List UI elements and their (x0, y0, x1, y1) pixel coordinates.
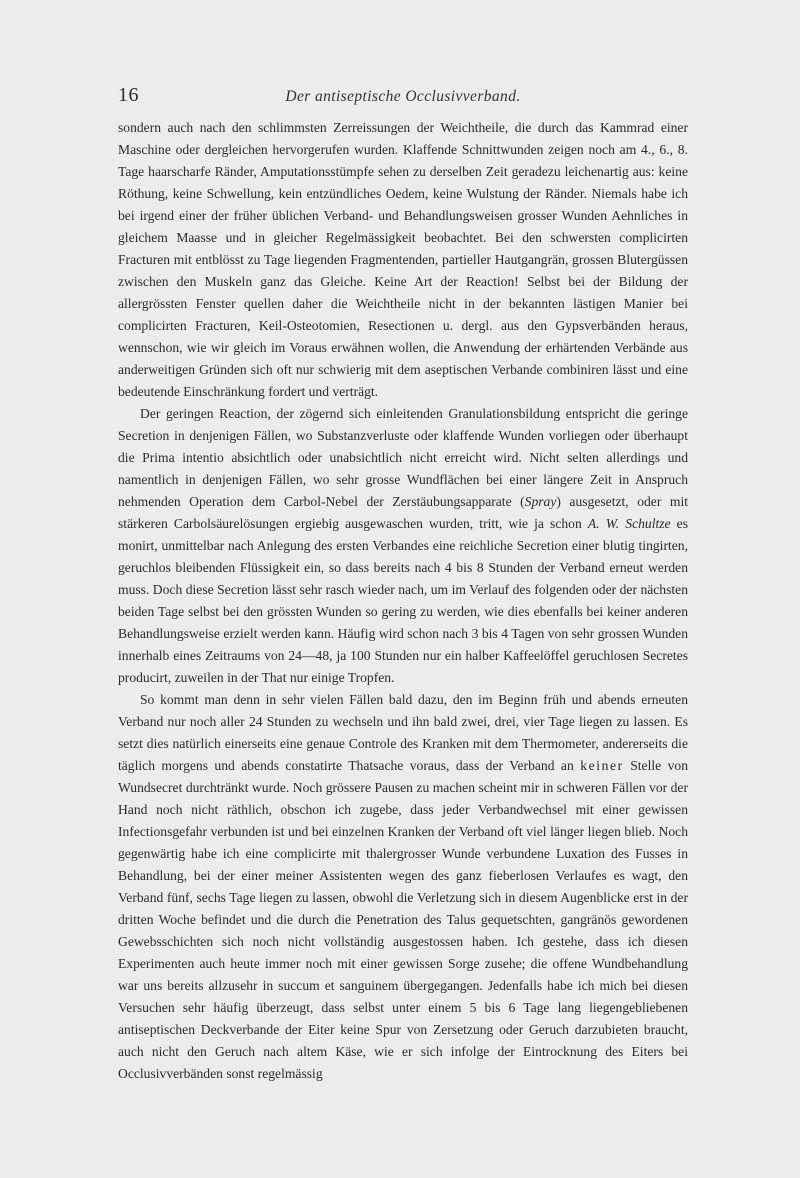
running-head: Der antiseptische Occlusivverband. (285, 88, 521, 105)
paragraph-2 (118, 403, 688, 689)
page-number: 16 (118, 84, 139, 106)
paragraph-2-text-b: ) ausgesetzt, oder mit stärkeren Carbolsäurelösungen ergiebig ausgewaschen wurden, tritt, wie ja schon (118, 494, 688, 531)
paragraph-3-text-b: Stelle von Wundsecret durchtränkt wurde. Noch grössere Pausen zu machen scheint mir in schweren Fällen vor der Hand noch nicht räthlich, obschon ich zugebe, dass jeder Verbandwechsel mit einer gewissen Infectionsgefahr verbunden ist und bei einzelnen Kranken der Verband oft viel länger liegen blieb. Noch gegenwärtig habe ich eine complicirte mit thalergrosser Wunde verbundene Luxation des Fusses in Behandlung, bei der einer meiner Assistenten wegen des ganz fieberlosen Verlaufes es wagt, den Verband fünf, sechs Tage liegen zu lassen, obwohl die Verletzung sich in diesem Augenblicke erst in der dritten Woche befindet und die durch die Penetration des Talus gequetschten, gangränös gewordenen Gewebsschichten sich noch nicht vollständig ausgestossen haben. Ich gestehe, dass ich diesen Experimenten auch heute immer noch mit einer gewissen Sorge zusehe; die offene Wundbehandlung war uns bereits allzusehr in succum et sanguinem übergegangen. Jedenfalls habe ich mich bei diesen Versuchen sehr häufig überzeugt, dass selbst unter einem 5 bis 6 Tage lang liegengebliebenen antiseptischen Deckverbande der Eiter keine Spur von Zersetzung oder Geruch darzubieten braucht, auch nicht den Geruch nach altem Käse, wie er sich infolge der Eintrocknung des Eiters bei Occlusivverbänden sonst regelmässig (118, 758, 688, 1081)
emphasized-word: keiner (580, 758, 624, 773)
body-text (118, 117, 688, 1162)
paragraph-1 (118, 117, 688, 403)
paragraph-2-text-c: es monirt, unmittelbar nach Anlegung des ersten Verbandes eine reichliche Secretion einer blutig tingirten, geruchlos bleibenden Flüssigkeit ein, so dass bereits nach 4 bis 8 Stunden der Verband erneut werden muss. Doch diese Secretion lässt sehr rasch wieder nach, um im Verlauf des folgenden oder der nächsten beiden Tage selbst bei den grössten Wunden so gering zu werden, wie dies ebenfalls bei keiner anderen Behandlungsweise erzielt werden kann. Häufig wird schon nach 3 bis 4 Tagen von sehr grossen Wunden innerhalb eines Zeitraums von 24—48, ja 100 Stunden nur ein halber Kaffeelöffel geruchlosen Secretes producirt, zuweilen in der That nur einige Tropfen. (118, 516, 689, 685)
paragraph-2-text-a: Der geringen Reaction, der zögernd sich einleitenden Granulationsbildung entspricht die geringe Secretion in denjenigen Fällen, wo Substanzverluste oder klaffende Wunden vorliegen oder überhaupt die Prima intentio absichtlich oder unabsichtlich nicht erreicht wird. Nicht selten allerdings und namentlich in denjenigen Fällen, wo sehr grosse Wundflächen bei einer längere Zeit in Anspruch nehmenden Operation dem Carbol-Nebel der Zerstäubungsapparate ( (118, 406, 688, 509)
paragraph-1-text: sondern auch nach den schlimmsten Zerreissungen der Weichtheile, die durch das Kammrad einer Maschine oder dergleichen hervorgerufen wurden. Klaffende Schnittwunden zeigen noch am 4., 6., 8. Tage haarscharfe Ränder, Amputationsstümpfe sehen zu derselben Zeit geradezu leichenartig aus: keine Röthung, keine Schwellung, kein entzündliches Oedem, keine Wulstung der Ränder. Niemals habe ich bei irgend einer der früher üblichen Verband- und Behandlungsweisen grosser Wunden Aehnliches in gleichem Maasse und in gleicher Regelmässigkeit beobachtet. Bei den schwersten complicirten Fracturen mit entblösst zu Tage liegenden Fragmentenden, partieller Hautgangrän, grossen Blutergüssen zwischen den Muskeln ganz das Gleiche. Keine Art der Reaction! Selbst bei der Bildung der allergrössten Fenster quellen daher die Weichtheile nicht in der bekannten lästigen Manier bei complicirten Fracturen, Keil-Osteotomien, Resectionen u. dergl. aus den Gypsverbänden heraus, wennschon, wie wir gleich im Voraus erwähnen wollen, die Anwendung der erhärtenden Verbände aus anderweitigen Gründen sich oft nur schwierig mit dem aseptischen Verbande combiniren lässt und eine bedeutende Einschränkung fordert und verträgt. (118, 120, 688, 399)
page-header (118, 84, 688, 108)
spray-term: Spray (524, 494, 557, 509)
paragraph-3 (118, 689, 688, 1085)
author-citation: A. W. Schultze (587, 516, 671, 531)
paragraph-3-text-a: So kommt man denn in sehr vielen Fällen bald dazu, den im Beginn früh und abends erneuten Verband nur noch aller 24 Stunden zu wechseln und ihn bald zwei, drei, vier Tage liegen zu lassen. Es setzt dies natürlich einerseits eine genaue Controle des Kranken mit dem Thermometer, andererseits die täglich morgens und abends constatirte Thatsache voraus, dass der Verband an (118, 692, 688, 773)
